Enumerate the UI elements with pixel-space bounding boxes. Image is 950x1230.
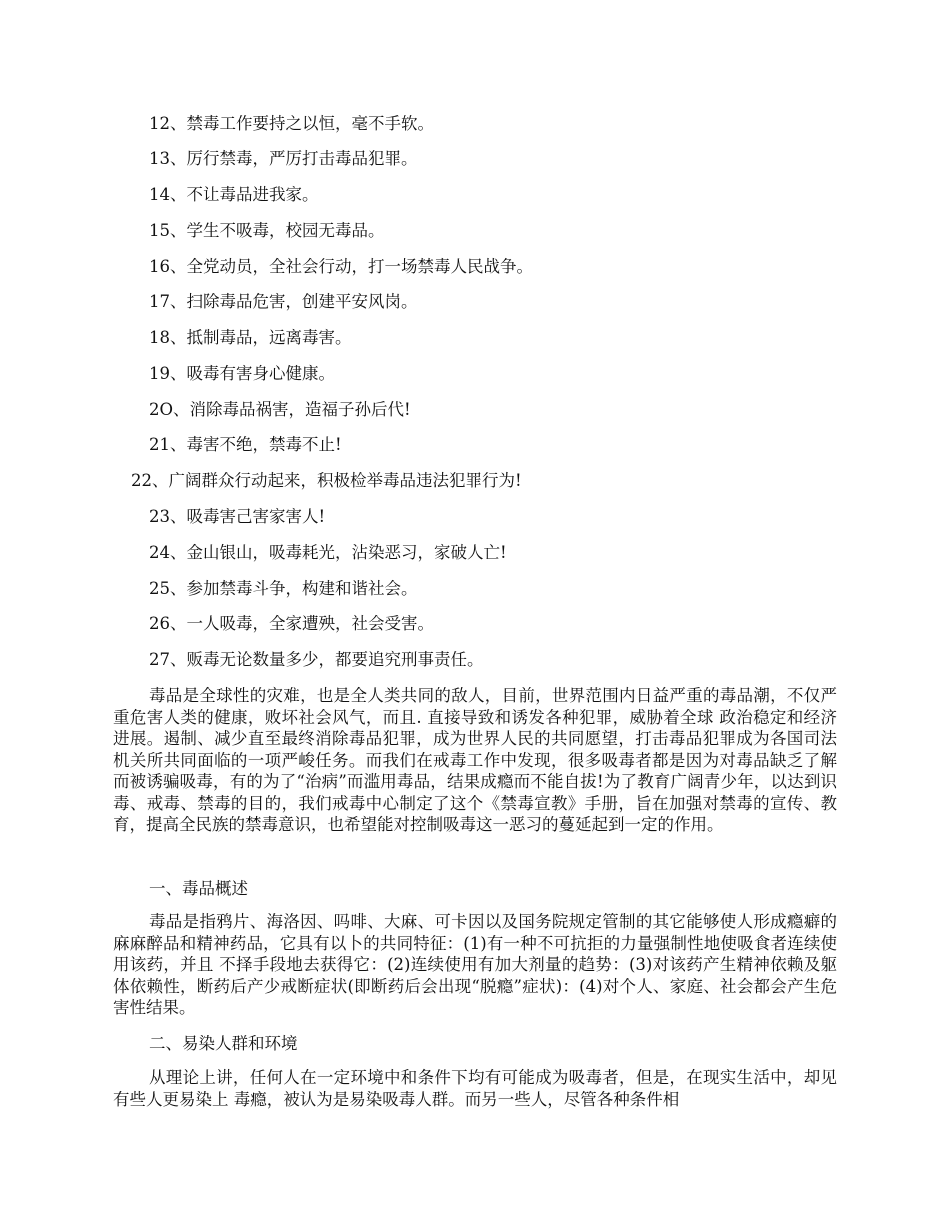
slogan-item: 21、毒害不绝，禁毒不止!	[149, 435, 342, 454]
slogan-item: 27、贩毒无论数量多少，都要追究刑事责任。	[149, 650, 484, 669]
slogan-item: 18、抵制毒品，远离毒害。	[149, 328, 352, 347]
slogan-item: 16、全党动员，全社会行动，打一场禁毒人民战争。	[149, 257, 533, 276]
slogan-item: 17、扫除毒品危害，创建平安风岗。	[149, 292, 418, 311]
section-heading-overview: 一、毒品概述	[149, 879, 248, 898]
intro-paragraph: 毒品是全球性的灾难，也是全人类共同的敌人，目前，世界范围内日益严重的毒品潮，不仅严重危害人类的健康，败坏社会风气，而且. 直接导致和诱发各种犯罪，威胁着全球 政治稳定和经济进展。遏制、减少直至最终消除毒品犯罪，成为世界人民的共同愿望，打击毒品犯罪成为各国司法机关所共同面临的一项严峻任务。而我们在戒毒工作中发现，很多吸毒者都是因为对毒品缺乏了解而被诱骗吸毒，有的为了“治病”而滥用毒品，结果成瘾而不能自拔!为了教育广阔青少年，以达到识毒、戒毒、禁毒的目的，我们戒毒中心制定了这个《禁毒宣教》手册，旨在加强对禁毒的宣传、教育，提高全民族的禁毒意识，也希望能对控制吸毒这一恶习的蔓延起到一定的作用。	[113, 686, 837, 834]
slogan-item: 15、学生不吸毒，校园无毒品。	[149, 221, 385, 240]
slogan-item: 14、不让毒品进我家。	[149, 185, 319, 204]
overview-paragraph: 毒品是指鸦片、海洛因、吗啡、大麻、可卡因以及国务院规定管制的其它能够使人形成瘾癖的麻麻醉品和精神药品，它具有以卜的共同特征：(1)有一种不可抗拒的力量强制性地使吸食者连续使用该药，并且 不择手段地去获得它：(2)连续使用有加大剂量的趋势：(3)对该药产生精神依赖及躯体依赖性，断药后产少戒断症状(即断药后会出现“脱瘾”症状)：(4)对个人、家庭、社会都会产生危害性结果。	[113, 912, 837, 1017]
slogan-item: 22、广阔群众行动起来，积极检举毒品违法犯罪行为!	[131, 471, 522, 490]
slogan-item: 19、吸毒有害身心健康。	[149, 364, 335, 383]
slogan-item: 2O、消除毒品祸害，造福子孙后代!	[149, 400, 411, 419]
section-heading-susceptible: 二、易染人群和环境	[149, 1034, 298, 1053]
slogan-item: 23、吸毒害己害家害人!	[149, 507, 326, 526]
susceptible-paragraph: 从理论上讲，任何人在一定环境中和条件下均有可能成为吸毒者，但是，在现实生活中，却见有些人更易染上 毒瘾，被认为是易染吸毒人群。而另一些人，尽管各种条件相	[113, 1068, 837, 1109]
slogan-item: 26、一人吸毒，全家遭殃，社会受害。	[149, 614, 434, 633]
slogan-item: 24、金山银山，吸毒耗光，沾染恶习，家破人亡!	[149, 543, 507, 562]
slogan-item: 13、厉行禁毒，严厉打击毒品犯罪。	[149, 149, 418, 168]
slogan-item: 25、参加禁毒斗争，构建和谐社会。	[149, 579, 418, 598]
slogan-item: 12、禁毒工作要持之以恒，毫不手软。	[149, 114, 434, 133]
